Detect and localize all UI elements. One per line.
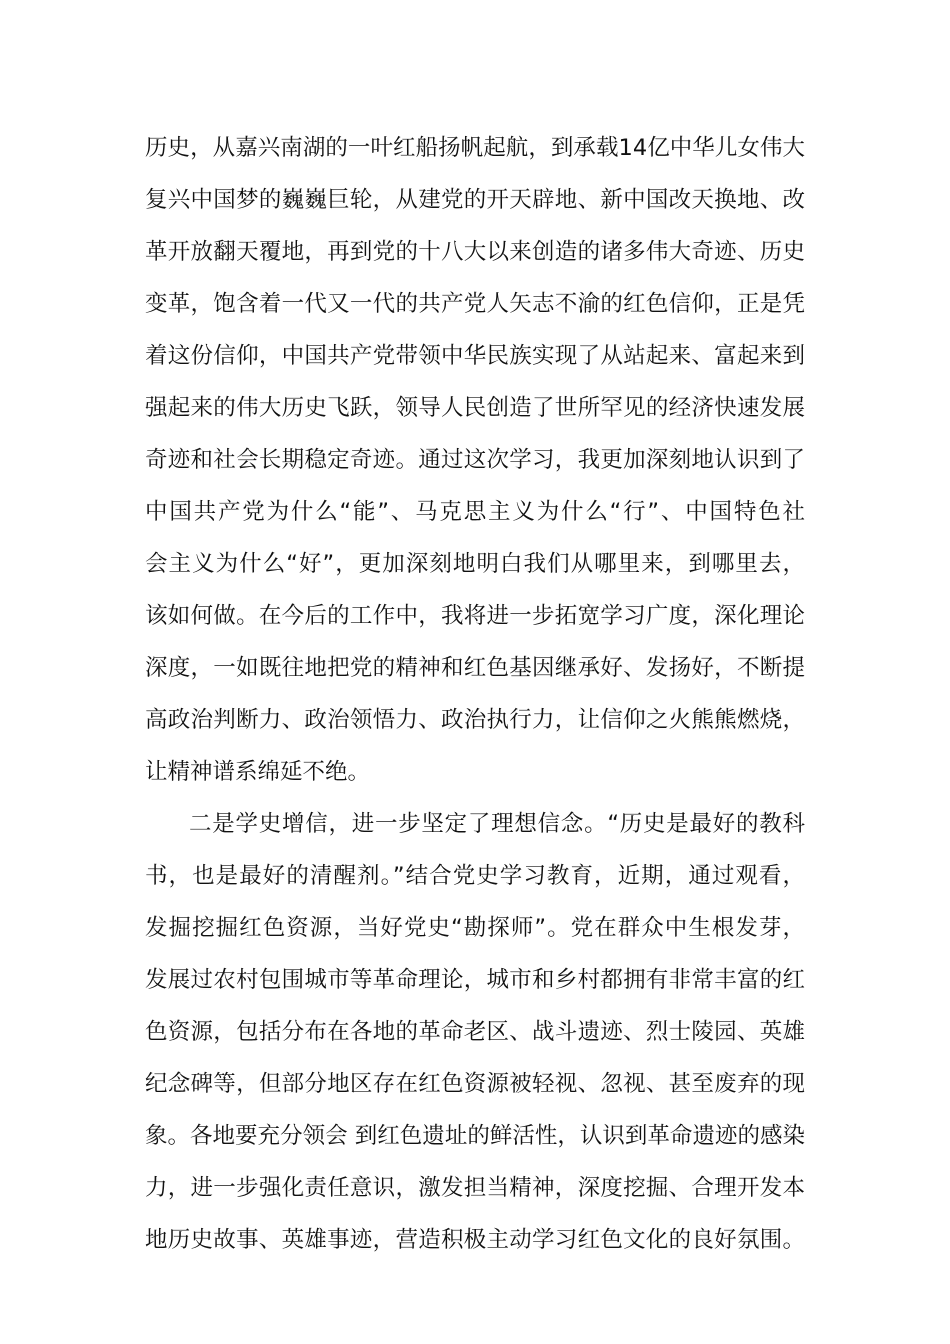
text-line-21: 力，进一步强化责任意识，激发担当精神，深度挖掘、合理开发本 bbox=[145, 1175, 805, 1201]
text-line-9: 会主义为什么“好”，更加深刻地明白我们从哪里来，到哪里去， bbox=[145, 551, 805, 577]
text-line-19: 纪念碑等，但部分地区存在红色资源被轻视、忽视、甚至废弃的现 bbox=[145, 1071, 805, 1097]
text-line-17: 发展过农村包围城市等革命理论，城市和乡村都拥有非常丰富的红 bbox=[145, 967, 805, 993]
text-line-13: 让精神谱系绵延不绝。 bbox=[145, 759, 371, 785]
text-line-18: 色资源，包括分布在各地的革命老区、战斗遗迹、烈士陵园、英雄 bbox=[145, 1019, 805, 1045]
text-line-16: 发掘挖掘红色资源，当好党史“勘探师”。党在群众中生根发芽， bbox=[145, 915, 805, 941]
text-line-3: 革开放翻天覆地，再到党的十八大以来创造的诸多伟大奇迹、历史 bbox=[145, 239, 805, 265]
text-line-4: 变革，饱含着一代又一代的共产党人矢志不渝的红色信仰，正是凭 bbox=[145, 291, 805, 317]
text-line-20: 象。各地要充分领会 到红色遗址的鲜活性，认识到革命遗迹的感染 bbox=[145, 1123, 805, 1149]
text-line-6: 强起来的伟大历史飞跃，领导人民创造了世所罕见的经济快速发展 bbox=[145, 395, 805, 421]
text-line-10: 该如何做。在今后的工作中，我将进一步拓宽学习广度，深化理论 bbox=[145, 603, 805, 629]
text-line-12: 高政治判断力、政治领悟力、政治执行力，让信仰之火熊熊燃烧， bbox=[145, 707, 805, 733]
text-line-8: 中国共产党为什么“能”、马克思主义为什么“行”、中国特色社 bbox=[145, 499, 805, 525]
text-line-14: 二是学史增信，进一步坚定了理想信念。“历史是最好的教科 bbox=[189, 811, 805, 837]
text-line-2: 复兴中国梦的巍巍巨轮，从建党的开天辟地、新中国改天换地、改 bbox=[145, 187, 805, 213]
text-line-1: 历史，从嘉兴南湖的一叶红船扬帆起航，到承载14亿中华儿女伟大 bbox=[145, 135, 805, 161]
text-line-11: 深度，一如既往地把党的精神和红色基因继承好、发扬好，不断提 bbox=[145, 655, 805, 681]
text-line-7: 奇迹和社会长期稳定奇迹。通过这次学习，我更加深刻地认识到了 bbox=[145, 447, 805, 473]
text-line-15: 书，也是最好的清醒剂。”结合党史学习教育，近期，通过观看， bbox=[145, 863, 805, 889]
text-line-22: 地历史故事、英雄事迹，营造积极主动学习红色文化的良好氛围。 bbox=[145, 1227, 805, 1253]
text-line-5: 着这份信仰，中国共产党带领中华民族实现了从站起来、富起来到 bbox=[145, 343, 805, 369]
